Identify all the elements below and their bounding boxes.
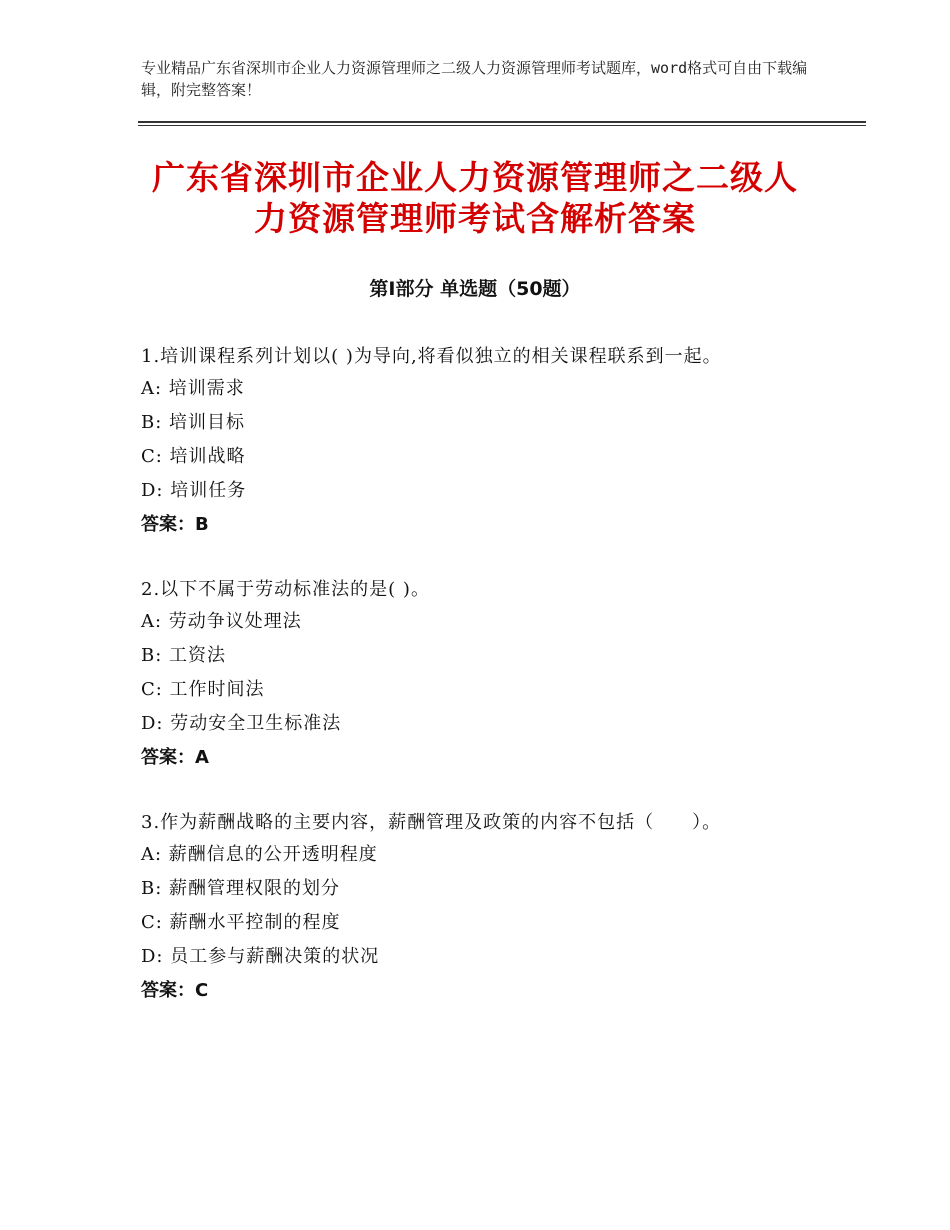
section-heading: 第Ⅰ部分 单选题（50题）: [369, 278, 581, 300]
answer: 答案：A: [141, 747, 209, 768]
question-stem: 1.培训课程系列计划以( )为导向,将看似独立的相关课程联系到一起。: [141, 346, 722, 367]
question-stem: 2.以下不属于劳动标准法的是( )。: [141, 579, 430, 600]
page-header: 专业精品广东省深圳市企业人力资源管理师之二级人力资源管理师考试题库，word格式可自由下载编辑，附完整答案！: [141, 59, 808, 99]
option-b: B: 培训目标: [141, 412, 246, 433]
question-stem: 3.作为薪酬战略的主要内容，薪酬管理及政策的内容不包括（ ）。: [141, 812, 722, 833]
option-d: D: 培训任务: [141, 480, 247, 501]
question-3: [141, 807, 821, 1008]
option-a: A: 培训需求: [141, 378, 245, 399]
option-c: C: 培训战略: [141, 446, 246, 467]
question-1: [141, 341, 821, 542]
document-title-line-2: 力资源管理师考试含解析答案: [254, 199, 696, 238]
question-list: [141, 341, 821, 1040]
answer: 答案：C: [141, 980, 209, 1001]
header-divider-thin: [138, 125, 866, 126]
option-d: D: 员工参与薪酬决策的状况: [141, 946, 380, 967]
option-a: A: 薪酬信息的公开透明程度: [141, 844, 378, 865]
document-title: [90, 157, 860, 239]
header-divider-thick: [138, 121, 866, 123]
option-c: C: 工作时间法: [141, 679, 265, 700]
option-b: B: 工资法: [141, 645, 227, 666]
option-a: A: 劳动争议处理法: [141, 611, 302, 632]
option-d: D: 劳动安全卫生标准法: [141, 713, 342, 734]
answer: 答案：B: [141, 514, 209, 535]
option-c: C: 薪酬水平控制的程度: [141, 912, 341, 933]
option-b: B: 薪酬管理权限的划分: [141, 878, 341, 899]
document-title-line-1: 广东省深圳市企业人力资源管理师之二级人: [152, 158, 798, 197]
question-2: [141, 574, 821, 775]
